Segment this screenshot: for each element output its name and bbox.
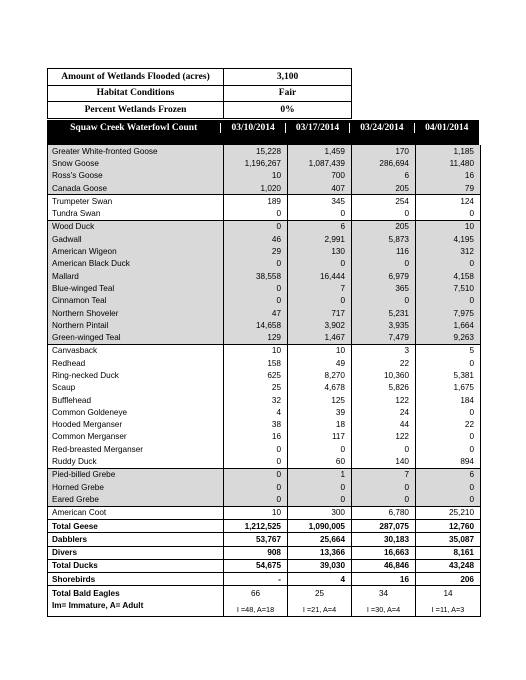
- species-name: Green-winged Teal: [52, 333, 121, 343]
- table-row: [48, 559, 480, 572]
- count-cell: 1,467: [287, 331, 351, 343]
- table-row: [48, 419, 480, 431]
- count-cell: 0: [287, 443, 351, 455]
- count-cell: 0: [415, 481, 480, 493]
- count-cell: 3,902: [287, 319, 351, 331]
- count-cell: 16: [351, 573, 415, 585]
- date-column-header: 03/24/2014: [349, 123, 413, 133]
- count-cell: 11,480: [415, 157, 480, 169]
- table-row: [48, 455, 480, 467]
- count-cell: 0: [415, 357, 480, 369]
- count-cell: 6: [351, 170, 415, 182]
- bald-eagles-label: [48, 586, 223, 616]
- wetlands-label: Amount of Wetlands Flooded (acres): [48, 69, 224, 85]
- count-cell: 4: [287, 573, 351, 585]
- count-cell: 0: [287, 258, 351, 270]
- table-row: [48, 182, 480, 194]
- table-row: [48, 233, 480, 245]
- count-cell: 16,663: [351, 547, 415, 559]
- table-row: [48, 170, 480, 182]
- eagle-age-breakdown: I =30, A=4: [366, 605, 401, 615]
- count-cell: 625: [223, 369, 287, 381]
- count-cell: 1,675: [415, 382, 480, 394]
- count-cell: 0: [223, 455, 287, 467]
- count-cell: 700: [287, 170, 351, 182]
- count-cell: 206: [415, 573, 480, 585]
- species-name: American Wigeon: [52, 247, 117, 257]
- count-cell: 6,780: [351, 507, 415, 519]
- count-cell: 0: [223, 258, 287, 270]
- count-cell: 122: [351, 394, 415, 406]
- count-cell: 1,020: [223, 182, 287, 194]
- count-cell: 5,231: [351, 307, 415, 319]
- count-cell: 345: [287, 195, 351, 207]
- count-cell: 5: [415, 345, 480, 357]
- count-cell: 205: [351, 221, 415, 233]
- count-cell: 1,185: [415, 145, 480, 157]
- count-cell: 0: [287, 493, 351, 505]
- count-cell: 6: [415, 469, 480, 481]
- count-cell: 46: [223, 233, 287, 245]
- species-name: Divers: [52, 548, 78, 558]
- habitat-row: [48, 86, 351, 103]
- species-group: [48, 345, 480, 469]
- eagle-total: 66: [250, 589, 261, 599]
- count-cell: 0: [415, 443, 480, 455]
- bald-eagles-row: [48, 585, 480, 616]
- count-cell: 122: [351, 431, 415, 443]
- count-cell: 38,558: [223, 270, 287, 282]
- species-name: Eared Grebe: [52, 494, 99, 504]
- count-cell: 49: [287, 357, 351, 369]
- count-cell: 1,664: [415, 319, 480, 331]
- table-row: [48, 319, 480, 331]
- count-cell: 16,444: [287, 270, 351, 282]
- table-row: [48, 546, 480, 559]
- table-row: [48, 507, 480, 519]
- species-name: Horned Grebe: [52, 482, 104, 492]
- count-cell: 124: [415, 195, 480, 207]
- count-cell: 15,228: [223, 145, 287, 157]
- habitat-value: Fair: [278, 88, 297, 99]
- count-cell: 717: [287, 307, 351, 319]
- table-row: [48, 572, 480, 585]
- count-cell: 8,270: [287, 369, 351, 381]
- count-cell: 286,694: [351, 157, 415, 169]
- count-cell: 0: [351, 481, 415, 493]
- count-cell: 0: [415, 295, 480, 307]
- eagle-total: 25: [314, 589, 325, 599]
- count-cell: 0: [287, 207, 351, 219]
- species-group: [48, 507, 480, 520]
- count-cell: 30,183: [351, 533, 415, 545]
- count-cell: 125: [287, 394, 351, 406]
- species-group: [48, 145, 480, 195]
- count-cell: 9,263: [415, 331, 480, 343]
- species-name: American Black Duck: [52, 259, 130, 269]
- count-cell: 47: [223, 307, 287, 319]
- count-cell: 25,210: [415, 507, 480, 519]
- count-cell: 158: [223, 357, 287, 369]
- count-cell: 32: [223, 394, 287, 406]
- table-row: [48, 331, 480, 343]
- count-cell: 170: [351, 145, 415, 157]
- table-row: [48, 493, 480, 505]
- eagle-count-cell: [415, 586, 480, 616]
- species-name: Red-breasted Merganser: [52, 444, 144, 454]
- table-header: [47, 120, 479, 135]
- count-cell: 4,678: [287, 382, 351, 394]
- eagle-age-breakdown: I =48, A=18: [236, 605, 275, 615]
- count-cell: 3,935: [351, 319, 415, 331]
- species-group: [48, 195, 480, 221]
- species-name: Greater White-fronted Goose: [52, 146, 158, 156]
- count-cell: 0: [287, 481, 351, 493]
- count-cell: 38: [223, 419, 287, 431]
- wetlands-row: [48, 69, 351, 86]
- count-cell: 43,248: [415, 560, 480, 572]
- count-cell: 0: [223, 282, 287, 294]
- species-name: American Coot: [52, 508, 107, 518]
- count-cell: 6: [287, 221, 351, 233]
- eagle-count-cell: [351, 586, 415, 616]
- count-cell: 0: [351, 443, 415, 455]
- count-cell: 7,975: [415, 307, 480, 319]
- count-cell: -: [223, 573, 287, 585]
- eagle-total: 14: [443, 589, 453, 599]
- count-cell: 0: [223, 295, 287, 307]
- species-name: Ruddy Duck: [52, 457, 97, 467]
- table-row: [48, 145, 480, 157]
- count-cell: 1,459: [287, 145, 351, 157]
- species-name: Northern Shoveler: [52, 308, 119, 318]
- count-cell: 8,161: [415, 547, 480, 559]
- table-row: [48, 406, 480, 418]
- species-name: Gadwall: [52, 234, 82, 244]
- date-column-header: 03/10/2014: [220, 123, 284, 133]
- count-cell: 0: [415, 207, 480, 219]
- count-cell: 894: [415, 455, 480, 467]
- count-cell: 0: [223, 221, 287, 233]
- species-name: Hooded Merganser: [52, 420, 123, 430]
- count-cell: 908: [223, 547, 287, 559]
- count-cell: 22: [415, 419, 480, 431]
- species-name: Common Merganser: [52, 432, 127, 442]
- date-column-header: 03/17/2014: [285, 123, 349, 133]
- species-name: Blue-winged Teal: [52, 283, 115, 293]
- count-cell: 1,196,267: [223, 157, 287, 169]
- count-cell: 10: [223, 507, 287, 519]
- table-row: [48, 469, 480, 481]
- count-cell: 184: [415, 394, 480, 406]
- count-cell: 0: [351, 493, 415, 505]
- count-cell: 407: [287, 182, 351, 194]
- eagle-age-breakdown: I =11, A=3: [431, 605, 465, 615]
- table-row: [48, 258, 480, 270]
- species-name: Pied-billed Grebe: [52, 470, 116, 480]
- eagle-count-cell: [287, 586, 351, 616]
- count-cell: 2,991: [287, 233, 351, 245]
- count-cell: 7,510: [415, 282, 480, 294]
- count-cell: 10: [415, 221, 480, 233]
- species-name: Bufflehead: [52, 395, 92, 405]
- species-name: Shorebirds: [52, 574, 96, 584]
- count-cell: 0: [223, 469, 287, 481]
- table-row: [48, 382, 480, 394]
- count-cell: 0: [351, 258, 415, 270]
- count-cell: 29: [223, 245, 287, 257]
- count-cell: 116: [351, 245, 415, 257]
- table-row: [48, 282, 480, 294]
- count-cell: 39: [287, 406, 351, 418]
- species-name: Canvasback: [52, 346, 98, 356]
- frozen-row: [48, 102, 351, 118]
- count-cell: 7,479: [351, 331, 415, 343]
- table-row: [48, 295, 480, 307]
- table-row: [48, 245, 480, 257]
- frozen-label: Percent Wetlands Frozen: [48, 102, 224, 118]
- species-name: Ross's Goose: [52, 171, 103, 181]
- count-cell: 0: [415, 493, 480, 505]
- count-cell: 189: [223, 195, 287, 207]
- waterfowl-table: [47, 145, 481, 617]
- count-cell: 4,195: [415, 233, 480, 245]
- count-cell: 25: [223, 382, 287, 394]
- count-cell: 0: [415, 406, 480, 418]
- bald-eagles-title: Total Bald Eagles: [52, 589, 120, 599]
- count-cell: 1,212,525: [223, 520, 287, 532]
- table-row: [48, 357, 480, 369]
- count-cell: 0: [415, 258, 480, 270]
- table-row: [48, 431, 480, 443]
- species-name: Dabblers: [52, 534, 88, 544]
- count-cell: 205: [351, 182, 415, 194]
- count-cell: 0: [351, 295, 415, 307]
- eagle-count-cell: [223, 586, 287, 616]
- totals-section: [48, 520, 480, 585]
- count-cell: 254: [351, 195, 415, 207]
- table-row: [48, 443, 480, 455]
- species-name: Total Geese: [52, 521, 98, 531]
- count-cell: 79: [415, 182, 480, 194]
- species-name: Tundra Swan: [52, 209, 101, 219]
- count-cell: 44: [351, 419, 415, 431]
- count-cell: 5,873: [351, 233, 415, 245]
- count-cell: 6,979: [351, 270, 415, 282]
- count-cell: 0: [223, 481, 287, 493]
- count-cell: 54,675: [223, 560, 287, 572]
- count-cell: 0: [223, 443, 287, 455]
- species-name: Wood Duck: [52, 222, 95, 232]
- count-cell: 1: [287, 469, 351, 481]
- count-cell: 60: [287, 455, 351, 467]
- count-cell: 0: [415, 431, 480, 443]
- age-legend: Im= Immature, A= Adult: [52, 601, 144, 611]
- count-cell: 16: [223, 431, 287, 443]
- count-cell: 53,767: [223, 533, 287, 545]
- count-cell: 129: [223, 331, 287, 343]
- count-cell: 5,381: [415, 369, 480, 381]
- count-cell: 25,664: [287, 533, 351, 545]
- count-cell: 0: [223, 207, 287, 219]
- count-cell: 4,158: [415, 270, 480, 282]
- table-row: [48, 369, 480, 381]
- table-row: [48, 221, 480, 233]
- species-name: Northern Pintail: [52, 320, 109, 330]
- eagle-age-breakdown: I =21, A=4: [302, 605, 337, 615]
- species-name: Common Goldeneye: [52, 407, 128, 417]
- table-row: [48, 270, 480, 282]
- table-row: [48, 481, 480, 493]
- count-cell: 14,658: [223, 319, 287, 331]
- count-cell: 13,366: [287, 547, 351, 559]
- header-divider: [47, 135, 479, 145]
- species-name: Trumpeter Swan: [52, 196, 113, 206]
- count-cell: 35,087: [415, 533, 480, 545]
- count-cell: 10: [223, 170, 287, 182]
- table-row: [48, 207, 480, 219]
- species-name: Cinnamon Teal: [52, 296, 107, 306]
- count-cell: 39,030: [287, 560, 351, 572]
- count-cell: 0: [287, 295, 351, 307]
- table-row: [48, 394, 480, 406]
- species-name: Redhead: [52, 358, 86, 368]
- species-name: Total Ducks: [52, 561, 98, 571]
- count-cell: 312: [415, 245, 480, 257]
- count-cell: 3: [351, 345, 415, 357]
- species-name: Canada Goose: [52, 183, 108, 193]
- count-cell: 46,846: [351, 560, 415, 572]
- count-cell: 1,087,439: [287, 157, 351, 169]
- table-row: [48, 157, 480, 169]
- frozen-value: 0%: [280, 104, 295, 115]
- species-name: Scaup: [52, 383, 76, 393]
- habitat-label: Habitat Conditions: [48, 86, 224, 102]
- table-row: [48, 307, 480, 319]
- count-cell: 140: [351, 455, 415, 467]
- count-cell: 16: [415, 170, 480, 182]
- table-title: Squaw Creek Waterfowl Count: [70, 122, 198, 133]
- count-cell: 7: [351, 469, 415, 481]
- species-name: Snow Goose: [52, 158, 99, 168]
- count-cell: 0: [223, 493, 287, 505]
- species-name: Ring-necked Duck: [52, 370, 119, 380]
- count-cell: 10: [223, 345, 287, 357]
- count-cell: 5,826: [351, 382, 415, 394]
- count-cell: 10,360: [351, 369, 415, 381]
- eagle-total: 34: [378, 589, 389, 599]
- date-column-header: 04/01/2014: [414, 123, 479, 133]
- count-cell: 10: [287, 345, 351, 357]
- count-cell: 4: [223, 406, 287, 418]
- table-row: [48, 532, 480, 545]
- count-cell: 130: [287, 245, 351, 257]
- wetlands-value: 3,100: [276, 71, 299, 82]
- species-group: [48, 221, 480, 345]
- summary-box: [47, 68, 352, 119]
- count-cell: 12,760: [415, 520, 480, 532]
- count-cell: 1,090,005: [287, 520, 351, 532]
- table-row: [48, 195, 480, 207]
- count-cell: 24: [351, 406, 415, 418]
- species-name: Mallard: [52, 271, 79, 281]
- count-cell: 287,075: [351, 520, 415, 532]
- count-cell: 117: [287, 431, 351, 443]
- count-cell: 300: [287, 507, 351, 519]
- count-cell: 0: [351, 207, 415, 219]
- count-cell: 365: [351, 282, 415, 294]
- table-row: [48, 345, 480, 357]
- species-group: [48, 469, 480, 507]
- count-cell: 7: [287, 282, 351, 294]
- table-row: [48, 520, 480, 532]
- count-cell: 22: [351, 357, 415, 369]
- count-cell: 18: [287, 419, 351, 431]
